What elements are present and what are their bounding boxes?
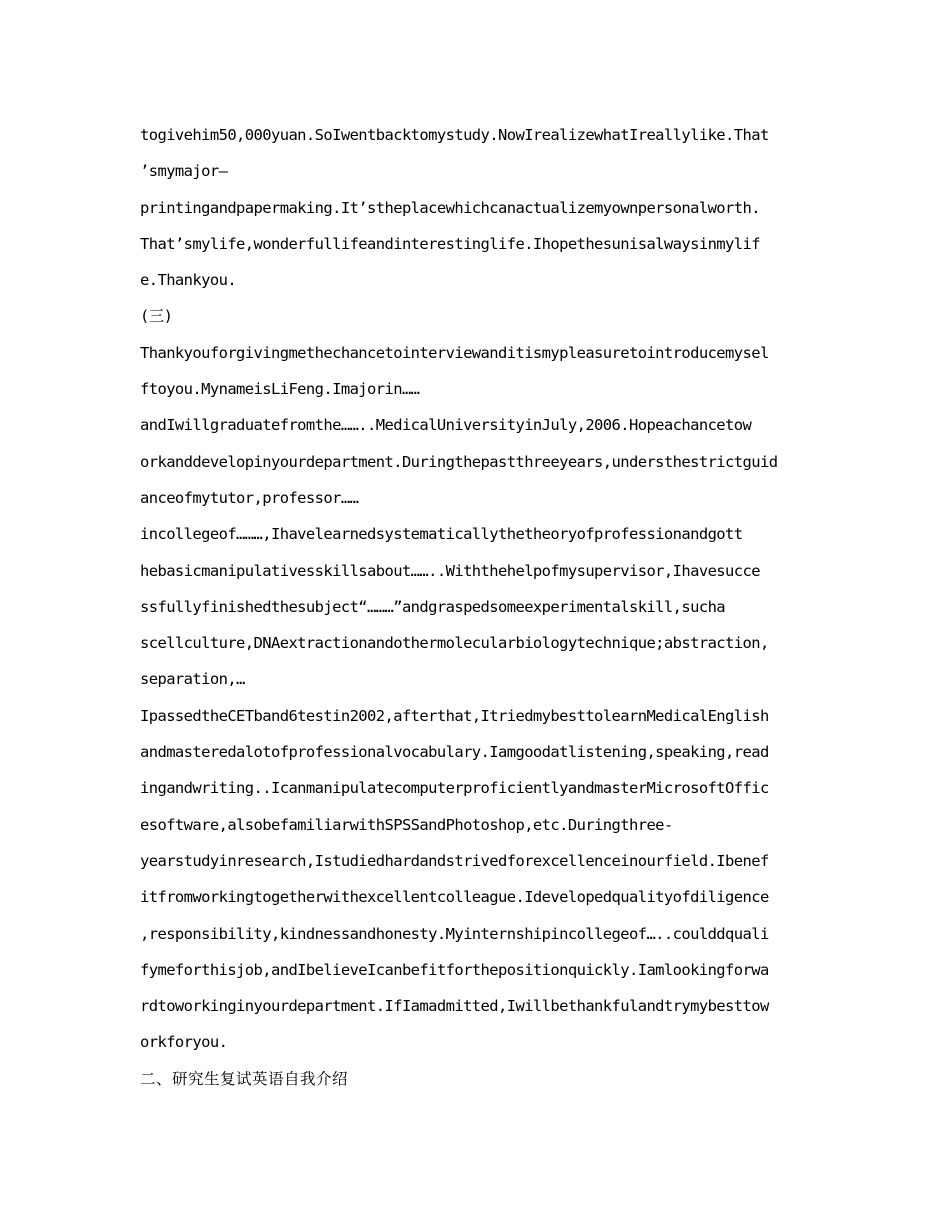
- text-line: incollegeof………,Ihavelearnedsystematicallythetheoryofprofessionandgott: [140, 525, 743, 544]
- text-line: ingandwriting..IcanmanipulatecomputerproficientlyandmasterMicrosoftOffic: [140, 779, 769, 798]
- text-line: ssfullyfinishedthesubject“………”andgraspedsomeexperimentalskill,sucha: [140, 597, 726, 616]
- text-line: yearstudyinresearch,Istudiedhardandstrivedforexcellenceinourfield.Ibenef: [140, 851, 769, 870]
- text-line: togivehim50,000yuan.SoIwentbacktomystudy.NowIrealizewhatIreallylike.That: [140, 126, 769, 144]
- document-body: [140, 117, 815, 1097]
- text-line: esoftware,alsobefamiliarwithSPSSandPhotoshop,etc.Duringthree-: [140, 815, 673, 834]
- section-heading: 二、研究生复试英语自我介绍: [140, 1069, 349, 1088]
- text-line: printingandpapermaking.It’stheplacewhichcanactualizemyownpersonalworth.: [140, 198, 760, 217]
- text-line: rdtoworkinginyourdepartment.IfIamadmitted,Iwillbethankfulandtrymybesttow: [140, 997, 769, 1016]
- text-line: fymeforthisjob,andIbelieveIcanbefitforthepositionquickly.Iamlookingforwa: [140, 960, 769, 979]
- text-line: ftoyou.MynameisLiFeng.Imajorin……: [140, 380, 420, 399]
- text-line: IpassedtheCETband6testin2002,afterthat,ItriedmybesttolearnMedicalEnglish: [140, 706, 769, 725]
- text-line: Thankyouforgivingmethechancetointerviewanditismypleasuretointroducemysel: [140, 343, 769, 362]
- text-line: ,responsibility,kindnessandhonesty.Myinternshipincollegeof…..coulddquali: [140, 924, 769, 943]
- text-line: anceofmytutor,professor……: [140, 488, 359, 507]
- text-line: andIwillgraduatefromthe……..MedicalUniversityinJuly,2006.Hopeachancetow: [140, 416, 752, 435]
- text-line: andmasteredalotofprofessionalvocabulary.Iamgoodatlistening,speaking,read: [140, 743, 769, 762]
- text-line: separation,…: [140, 670, 245, 689]
- text-line: itfromworkingtogetherwithexcellentcolleague.Idevelopedqualityofdiligence: [140, 888, 769, 907]
- text-line: orkanddevelopinyourdepartment.Duringthepastthreeyears,understhestrictguid: [140, 452, 778, 471]
- text-line: hebasicmanipulativesskillsabout……..Withthehelpofmysupervisor,Ihavesucce: [140, 561, 760, 580]
- text-line: scellculture,DNAextractionandothermolecularbiologytechnique;abstraction,: [140, 634, 769, 653]
- text-line: e.Thankyou.: [140, 271, 237, 290]
- section-marker: (三): [140, 307, 173, 326]
- text-line: orkforyou.: [140, 1033, 228, 1052]
- text-line: ’smymajor—: [140, 162, 228, 181]
- text-line: That’smylife,wonderfullifeandinterestinglife.Ihopethesunisalwaysinmylif: [140, 234, 760, 253]
